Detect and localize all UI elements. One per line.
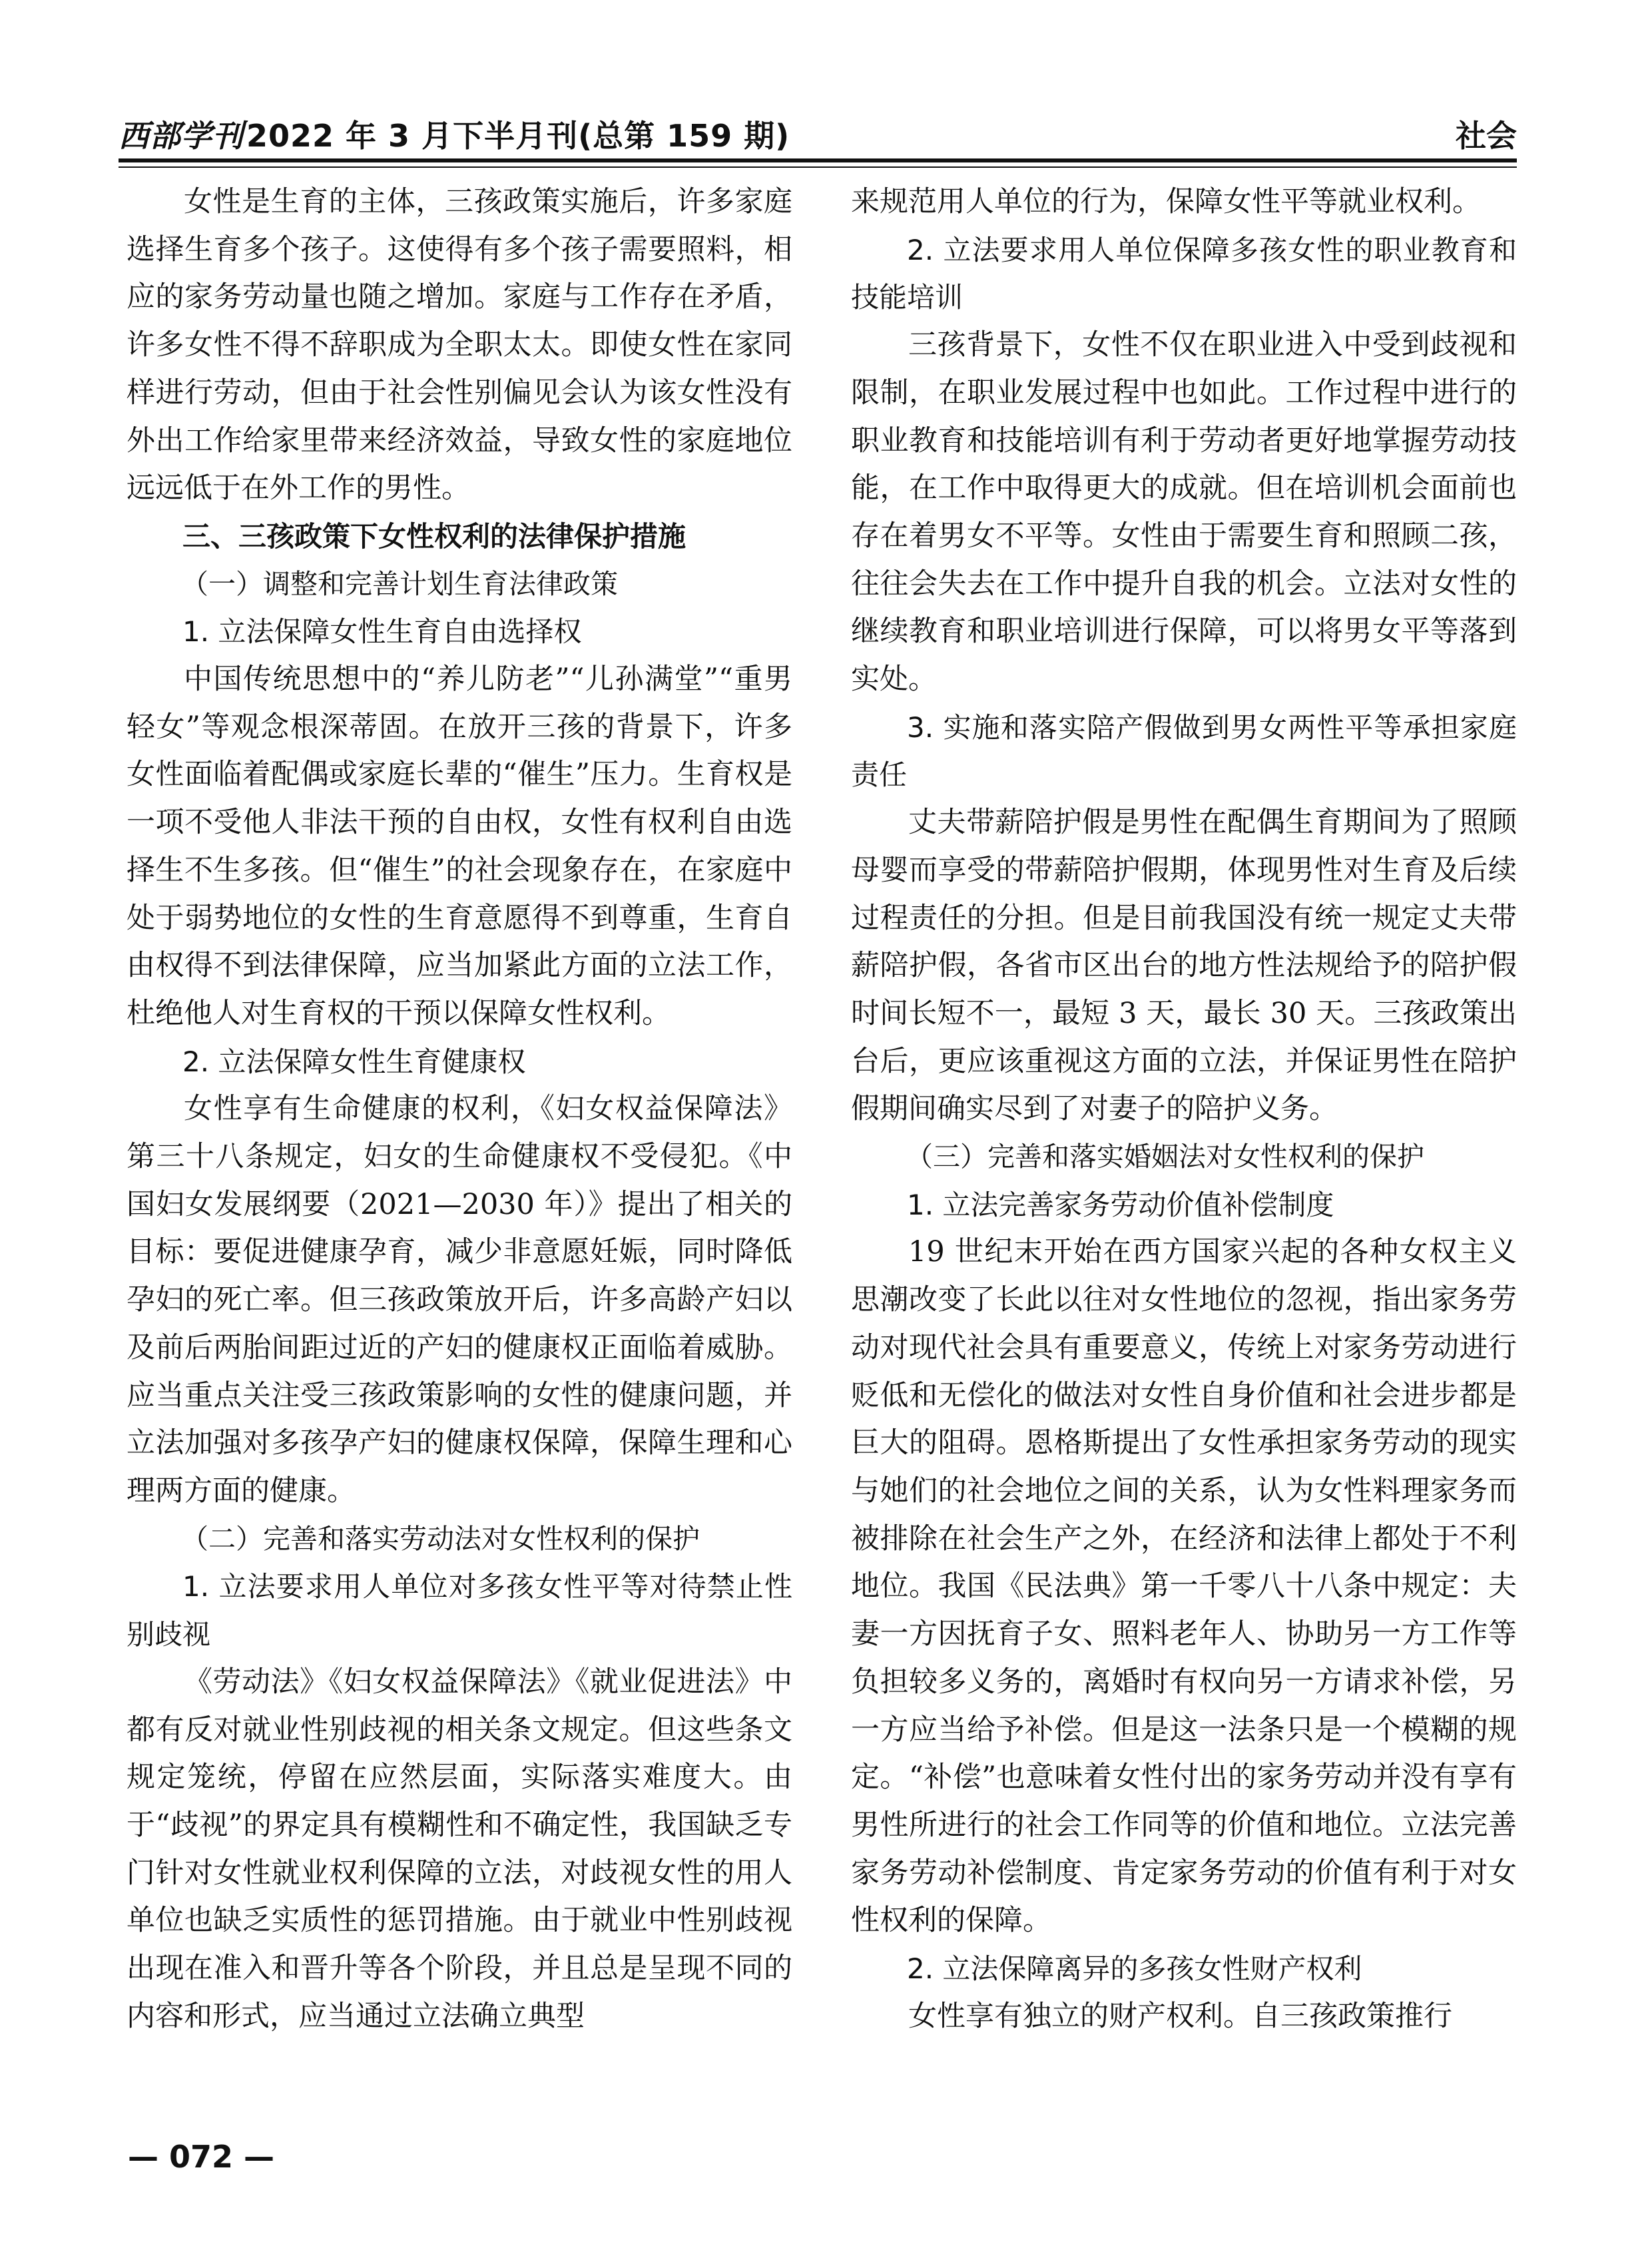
header-rule [119, 158, 1517, 162]
item-heading: 3. 实施和落实陪产假做到男女两性平等承担家庭责任 [851, 710, 1517, 792]
paragraph: 《劳动法》《妇女权益保障法》《就业促进法》中都有反对就业性别歧视的相关条文规定。但这些条文规定笼统，停留在应然层面，实际落实难度大。由于“歧视”的界定具有模糊性和不确定性，我国缺乏专门针对女性就业权利保障的立法，对歧视女性的用人单位也缺乏实质性的惩罚措施。由于就业中性别歧视出现在准入和晋升等各个阶段，并且总是呈现不同的内容和形式，应当通过立法确立典型 [127, 1665, 792, 2033]
item-heading: 2. 立法保障女性生育健康权 [182, 1045, 526, 1078]
issue-text: 2022 年 3 月下半月刊(总第 159 期) [246, 118, 790, 154]
page-number: — 072 — [128, 2139, 275, 2175]
item-heading: 2. 立法要求用人单位保障多孩女性的职业教育和技能培训 [851, 233, 1517, 314]
item-heading: 1. 立法要求用人单位对多孩女性平等对待禁止性别歧视 [127, 1570, 792, 1651]
item-heading: 1. 立法完善家务劳动价值补偿制度 [907, 1188, 1334, 1221]
section-heading: 三、三孩政策下女性权利的法律保护措施 [182, 519, 687, 553]
right-column [851, 178, 1517, 2040]
running-header [119, 112, 1517, 158]
paragraph: 丈夫带薪陪护假是男性在配偶生育期间为了照顾母婴而享受的带薪陪护假期，体现男性对生育及后续过程责任的分担。但是目前我国没有统一规定丈夫带薪陪护假，各省市区出台的地方性法规给予的陪护假时间长短不一，最短 3 天，最长 30 天。三孩政策出台后，更应该重视这方面的立法，并保证男性在陪护假期间确实尽到了对妻子的陪护义务。 [851, 806, 1517, 1126]
section-label: 社会 [1456, 118, 1517, 154]
paragraph: 女性享有独立的财产权利。自三孩政策推行 [908, 1999, 1452, 2033]
subsection-heading: （三）完善和落实婚姻法对女性权利的保护 [906, 1141, 1424, 1173]
left-column [127, 178, 792, 2040]
paragraph: 女性是生育的主体，三孩政策实施后，许多家庭选择生育多个孩子。这使得有多个孩子需要照料，相应的家务劳动量也随之增加。家庭与工作存在矛盾，许多女性不得不辞职成为全职太太。即使女性在家同样进行劳动，但由于社会性别偏见会认为该女性没有外出工作给家里带来经济效益，导致女性的家庭地位远远低于在外工作的男性。 [127, 185, 792, 505]
subsection-heading: （一）调整和完善计划生育法律政策 [181, 567, 618, 600]
journal-issue [119, 112, 790, 156]
paragraph: 19 世纪末开始在西方国家兴起的各种女权主义思潮改变了长此以往对女性地位的忽视，指出家务劳动对现代社会具有重要意义，传统上对家务劳动进行贬低和无偿化的做法对女性自身价值和社会进步都是巨大的阻碍。恩格斯提出了女性承担家务劳动的现实与她们的社会地位之间的关系，认为女性料理家务而被排除在社会生产之外，在经济和法律上都处于不利地位。我国《民法典》第一千零八十八条中规定：夫妻一方因抚育子女、照料老年人、协助另一方工作等负担较多义务的，离婚时有权向另一方请求补偿，另一方应当给予补偿。但是这一法条只是一个模糊的规定。“补偿”也意味着女性付出的家务劳动并没有享有男性所进行的社会工作同等的价值和地位。立法完善家务劳动补偿制度、肯定家务劳动的价值有利于对女性权利的保障。 [851, 1235, 1517, 1938]
journal-name: 西部学刊 [119, 118, 244, 154]
header-rule-thin [119, 166, 1517, 168]
paragraph: 来规范用人单位的行为，保障女性平等就业权利。 [851, 185, 1481, 218]
paragraph: 三孩背景下，女性不仅在职业进入中受到歧视和限制，在职业发展过程中也如此。工作过程中进行的职业教育和技能培训有利于劳动者更好地掌握劳动技能，在工作中取得更大的成就。但在培训机会面前也存在着男女不平等。女性由于需要生育和照顾二孩，往往会失去在工作中提升自我的机会。立法对女性的继续教育和职业培训进行保障，可以将男女平等落到实处。 [851, 328, 1517, 697]
paragraph: 中国传统思想中的“养儿防老”“儿孙满堂”“重男轻女”等观念根深蒂固。在放开三孩的背景下，许多女性面临着配偶或家庭长辈的“催生”压力。生育权是一项不受他人非法干预的自由权，女性有权利自由选择生不生多孩。但“催生”的社会现象存在，在家庭中处于弱势地位的女性的生育意愿得不到尊重，生育自由权得不到法律保障，应当加紧此方面的立法工作，杜绝他人对生育权的干预以保障女性权利。 [127, 663, 792, 1030]
paragraph: 女性享有生命健康的权利，《妇女权益保障法》第三十八条规定，妇女的生命健康权不受侵犯。《中国妇女发展纲要（2021—2030 年）》提出了相关的目标：要促进健康孕育，减少非意愿妊娠，同时降低孕妇的死亡率。但三孩政策放开后，许多高龄产妇以及前后两胎间距过近的产妇的健康权正面临着威胁。应当重点关注受三孩政策影响的女性的健康问题，并立法加强对多孩孕产妇的健康权保障，保障生理和心理两方面的健康。 [127, 1092, 792, 1508]
item-heading: 1. 立法保障女性生育自由选择权 [182, 615, 582, 649]
item-heading: 2. 立法保障离异的多孩女性财产权利 [907, 1952, 1362, 1986]
subsection-heading: （二）完善和落实劳动法对女性权利的保护 [181, 1522, 700, 1555]
